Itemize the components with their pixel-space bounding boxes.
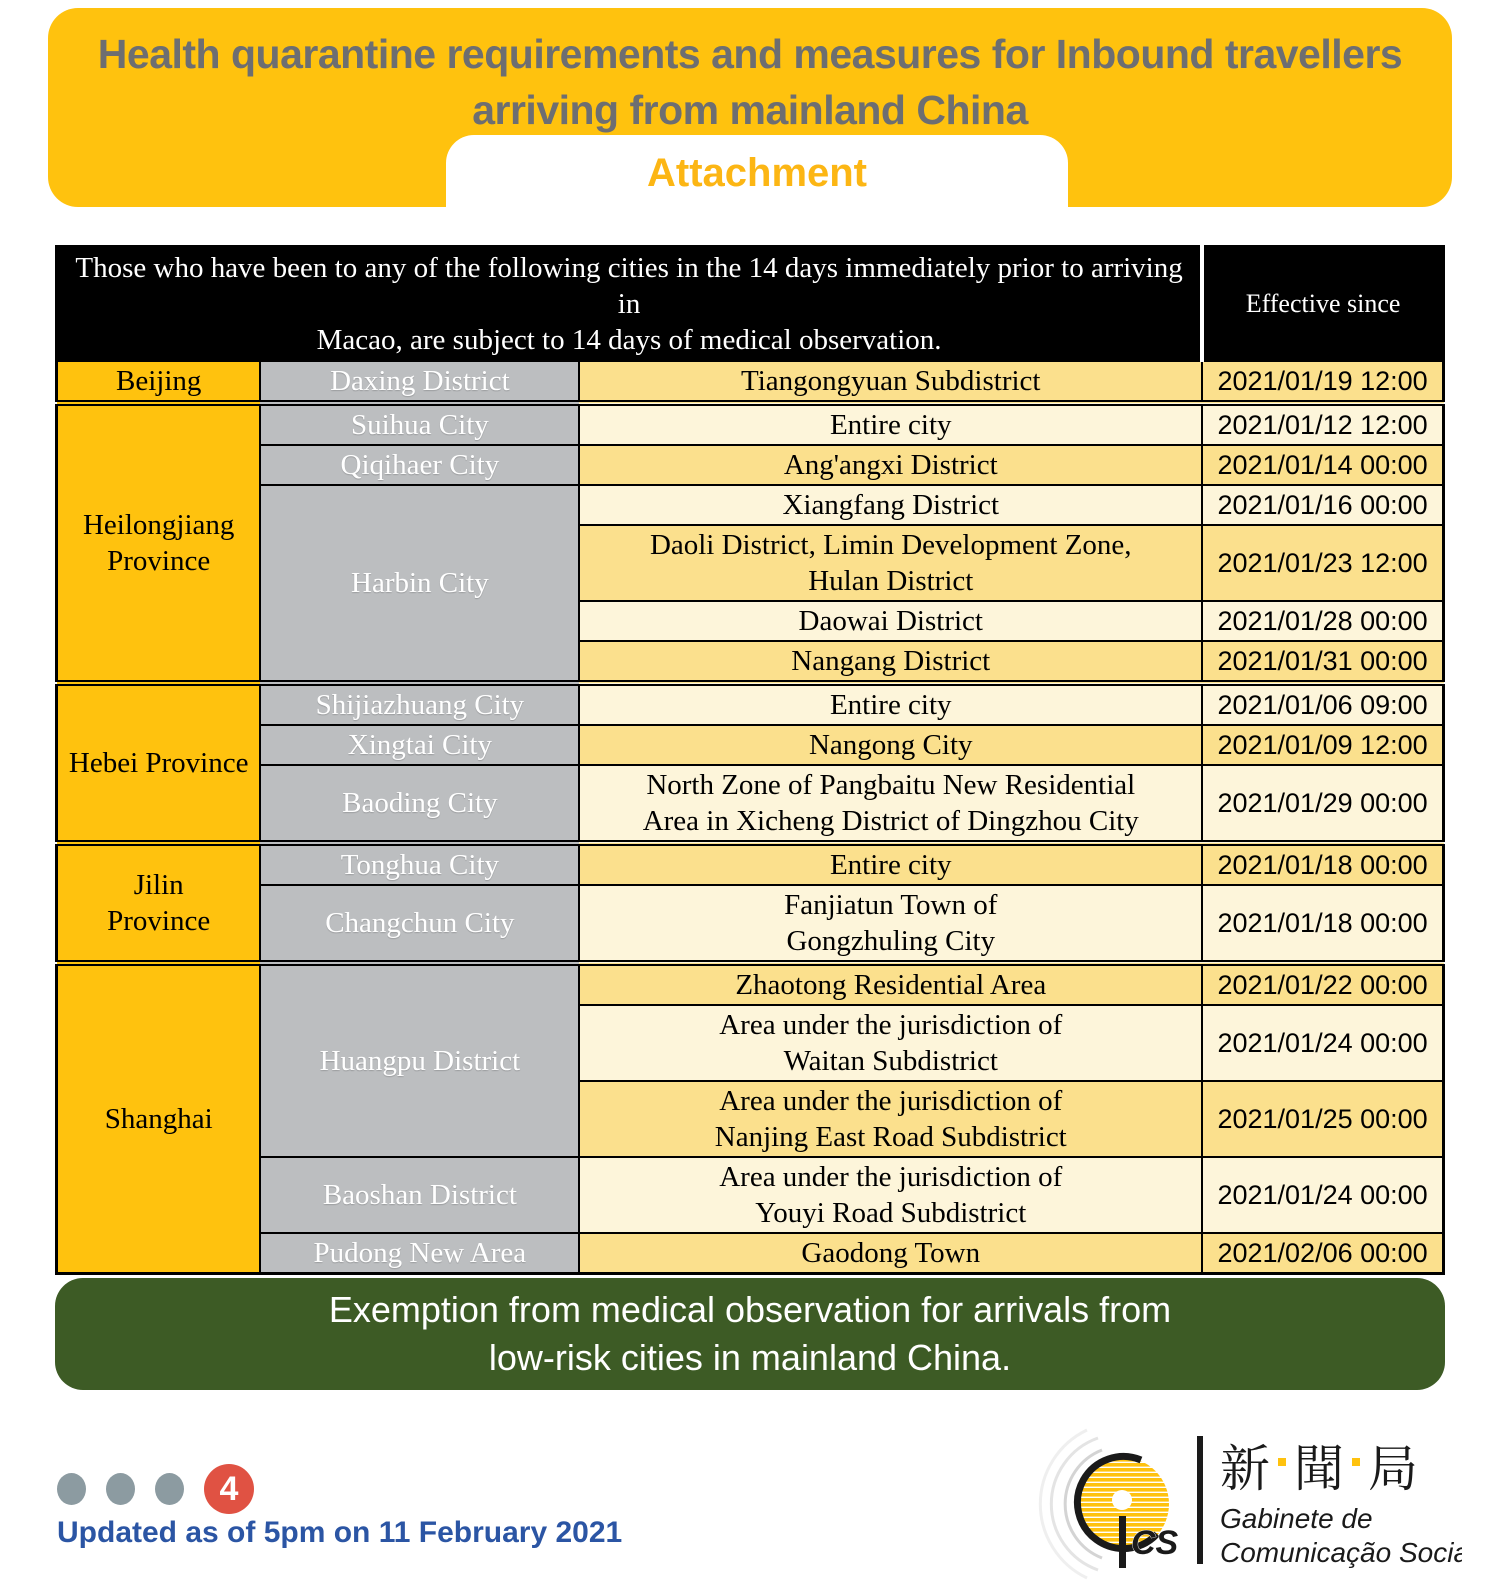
district-cell [579, 843, 1202, 885]
effective-date: 2021/01/29 00:00 [1217, 788, 1428, 818]
district-cell [579, 1233, 1202, 1274]
province-section [57, 361, 1444, 403]
current-page-number: 4 [219, 1469, 239, 1508]
effective-date: 2021/01/18 00:00 [1217, 908, 1428, 938]
effective-date: 2021/02/06 00:00 [1217, 1238, 1428, 1268]
effective-date: 2021/01/24 00:00 [1217, 1028, 1428, 1058]
effective-date: 2021/01/16 00:00 [1217, 490, 1428, 520]
attachment-tab [446, 135, 1068, 223]
city-cell [260, 361, 579, 403]
district-name: Daoli District, Limin Development Zone, [649, 529, 1132, 561]
city-name: Harbin City [351, 567, 489, 599]
city-cell [260, 485, 579, 683]
gcs-logo-graphic [992, 1428, 1462, 1584]
province-cell [57, 361, 261, 403]
effective-date-cell [1202, 1233, 1443, 1274]
logo-cjk-char: 新 [1220, 1441, 1270, 1497]
effective-date-cell [1202, 765, 1443, 843]
page-dot [106, 1473, 135, 1505]
province-name: Province [107, 905, 211, 937]
city-name: Daxing District [330, 365, 510, 397]
province-section [57, 403, 1444, 683]
quarantine-table-wrap [55, 245, 1445, 1275]
logo-acronym: CS [1131, 1524, 1179, 1562]
city-cell [260, 885, 579, 963]
effective-date-cell [1202, 445, 1443, 485]
effective-date: 2021/01/28 00:00 [1217, 606, 1428, 636]
city-name: Pudong New Area [313, 1237, 527, 1269]
table-row [57, 725, 1444, 765]
city-cell [260, 725, 579, 765]
table-note [57, 247, 1203, 362]
district-name: Gongzhuling City [786, 925, 996, 957]
effective-date-cell [1202, 601, 1443, 641]
effective-date-cell [1202, 843, 1443, 885]
district-cell [579, 725, 1202, 765]
effective-date-cell [1202, 1081, 1443, 1157]
table-row [57, 445, 1444, 485]
exemption-line1: Exemption from medical observation for arrivals from [328, 1289, 1172, 1330]
logo-portuguese-line1: Gabinete de [1220, 1503, 1373, 1534]
table-row [57, 485, 1444, 525]
province-name: Shanghai [104, 1103, 213, 1135]
quarantine-table [55, 245, 1445, 1275]
city-name: Xingtai City [347, 729, 492, 761]
table-row [57, 885, 1444, 963]
district-name: Zhaotong Residential Area [735, 969, 1047, 1001]
city-name: Changchun City [325, 907, 515, 939]
district-name: Nangong City [808, 729, 973, 761]
effective-date-cell [1202, 403, 1443, 445]
district-name: Entire city [829, 849, 952, 881]
city-cell [260, 1233, 579, 1274]
gcs-logo [992, 1428, 1462, 1584]
district-name: Nanjing East Road Subdistrict [714, 1121, 1067, 1153]
city-name: Baoding City [342, 787, 498, 819]
district-cell [579, 1005, 1202, 1081]
effective-date-cell [1202, 641, 1443, 683]
province-name: Hebei Province [68, 747, 249, 779]
page-indicator [57, 1464, 254, 1514]
effective-date: 2021/01/31 00:00 [1217, 646, 1428, 676]
district-name: Fanjiatun Town of [784, 889, 998, 921]
effective-date: 2021/01/06 09:00 [1217, 690, 1428, 720]
exemption-line2: low-risk cities in mainland China. [488, 1337, 1012, 1378]
header-banner [48, 8, 1452, 207]
district-name: Hulan District [808, 565, 974, 597]
city-cell [260, 1157, 579, 1233]
city-cell [260, 445, 579, 485]
effective-date-cell [1202, 963, 1443, 1005]
district-name: Area under the jurisdiction of [719, 1085, 1063, 1117]
city-cell [260, 963, 579, 1157]
page-title-line1: Health quarantine requirements and measures for Inbound travellers [97, 31, 1403, 77]
province-name: Province [107, 545, 211, 577]
attachment-label: Attachment [646, 151, 868, 195]
table-row [57, 1233, 1444, 1274]
district-cell [579, 641, 1202, 683]
effective-date-cell [1202, 485, 1443, 525]
district-name: Youyi Road Subdistrict [755, 1197, 1027, 1229]
district-name: Gaodong Town [801, 1237, 981, 1269]
effective-date: 2021/01/24 00:00 [1217, 1180, 1428, 1210]
district-cell [579, 1157, 1202, 1233]
effective-date: 2021/01/22 00:00 [1217, 970, 1428, 1000]
province-cell [57, 403, 261, 683]
effective-date-cell [1202, 683, 1443, 725]
logo-chinese-name [1220, 1441, 1418, 1497]
table-row [57, 403, 1444, 445]
effective-date: 2021/01/14 00:00 [1217, 450, 1428, 480]
province-section [57, 963, 1444, 1274]
district-name: Daowai District [798, 605, 983, 637]
city-name: Shijiazhuang City [315, 689, 525, 721]
district-name: Entire city [829, 689, 952, 721]
effective-date: 2021/01/18 00:00 [1217, 850, 1428, 880]
district-cell [579, 765, 1202, 843]
province-name: Beijing [115, 365, 202, 397]
district-name: Tiangongyuan Subdistrict [741, 365, 1041, 397]
logo-center-dot [1112, 1490, 1132, 1510]
district-name: Xiangfang District [782, 489, 1000, 521]
table-header-row [57, 247, 1444, 362]
district-cell [579, 601, 1202, 641]
district-cell [579, 885, 1202, 963]
city-cell [260, 403, 579, 445]
current-page-badge [204, 1464, 254, 1514]
effective-date: 2021/01/23 12:00 [1217, 548, 1428, 578]
logo-dot-icon [1278, 1458, 1286, 1466]
effective-date: 2021/01/25 00:00 [1217, 1104, 1428, 1134]
district-cell [579, 485, 1202, 525]
effective-date-cell [1202, 725, 1443, 765]
city-name: Huangpu District [319, 1045, 521, 1077]
city-name: Suihua City [350, 409, 489, 441]
table-row [57, 765, 1444, 843]
logo-divider [1197, 1436, 1203, 1564]
district-cell [579, 683, 1202, 725]
table-row [57, 1157, 1444, 1233]
province-section [57, 843, 1444, 963]
effective-since-header: Effective since [1202, 247, 1443, 362]
district-name: North Zone of Pangbaitu New Residential [646, 769, 1136, 801]
effective-date-cell [1202, 525, 1443, 601]
effective-date-cell [1202, 1157, 1443, 1233]
page-dot [155, 1473, 184, 1505]
effective-date-cell [1202, 361, 1443, 403]
city-cell [260, 683, 579, 725]
province-section [57, 683, 1444, 843]
table-row [57, 843, 1444, 885]
exemption-banner [55, 1278, 1445, 1390]
district-name: Area under the jurisdiction of [719, 1009, 1063, 1041]
city-cell [260, 765, 579, 843]
province-name: Heilongjiang [82, 509, 235, 541]
logo-dot-icon [1352, 1458, 1360, 1466]
effective-date: 2021/01/09 12:00 [1217, 730, 1428, 760]
logo-portuguese-line2: Comunicação Social [1220, 1537, 1462, 1568]
district-name: Ang'angxi District [783, 449, 998, 481]
city-name: Qiqihaer City [340, 449, 500, 481]
province-name: Jilin [133, 869, 184, 901]
table-row [57, 361, 1444, 403]
district-cell [579, 963, 1202, 1005]
table-note-line2: Macao, are subject to 14 days of medical observation. [316, 324, 942, 356]
table-note-line1: Those who have been to any of the following cities in the 14 days immediately prior to arriving in [75, 252, 1183, 320]
district-name: Area in Xicheng District of Dingzhou City [642, 805, 1139, 837]
district-name: Entire city [829, 409, 952, 441]
table-row [57, 683, 1444, 725]
province-cell [57, 683, 261, 843]
page-dot [57, 1473, 86, 1505]
logo-cjk-char: 聞 [1294, 1441, 1344, 1497]
district-name: Area under the jurisdiction of [719, 1161, 1063, 1193]
page-title [48, 8, 1452, 138]
province-cell [57, 963, 261, 1274]
city-name: Baoshan District [322, 1179, 517, 1211]
district-cell [579, 525, 1202, 601]
district-cell [579, 445, 1202, 485]
city-name: Tonghua City [340, 849, 500, 881]
logo-cjk-char: 局 [1368, 1441, 1418, 1497]
province-cell [57, 843, 261, 963]
district-name: Nangang District [791, 645, 991, 677]
effective-date-cell [1202, 885, 1443, 963]
table-row [57, 963, 1444, 1005]
page-title-line2: arriving from mainland China [472, 87, 1028, 133]
district-cell [579, 1081, 1202, 1157]
effective-date: 2021/01/12 12:00 [1217, 410, 1428, 440]
logo-stem [1119, 1516, 1126, 1568]
effective-date-cell [1202, 1005, 1443, 1081]
updated-timestamp: Updated as of 5pm on 11 February 2021 [57, 1516, 623, 1549]
district-cell [579, 361, 1202, 403]
city-cell [260, 843, 579, 885]
district-cell [579, 403, 1202, 445]
effective-date: 2021/01/19 12:00 [1217, 366, 1428, 396]
district-name: Waitan Subdistrict [783, 1045, 998, 1077]
